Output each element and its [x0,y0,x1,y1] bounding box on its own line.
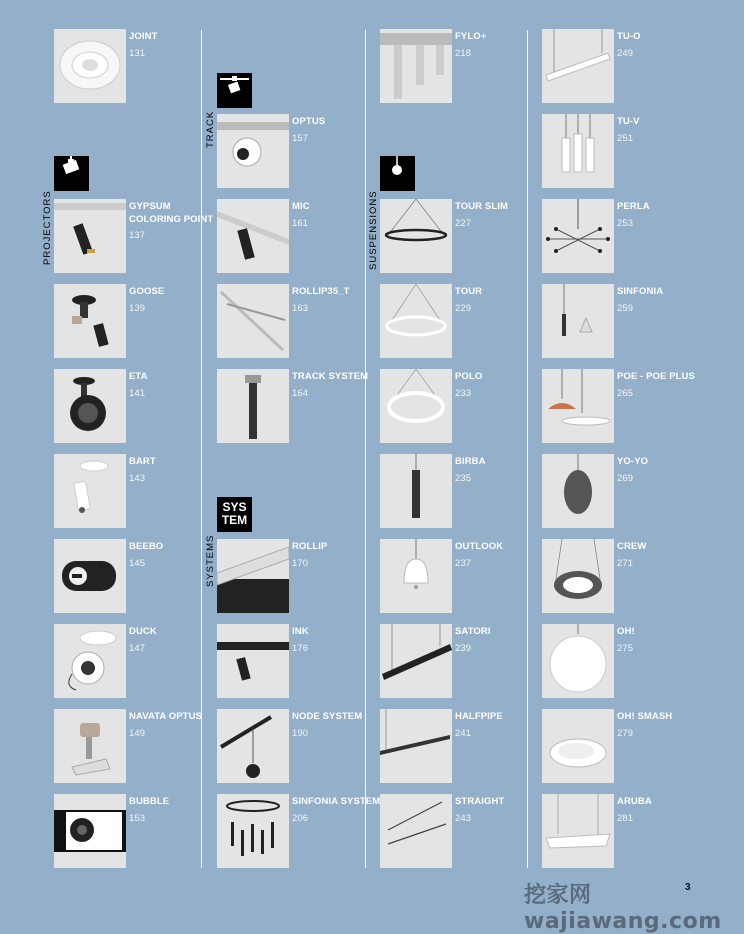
product-name: POE - POE PLUS [617,371,695,382]
product-item-halfpipe[interactable] [380,709,540,785]
product-thumbnail [217,539,289,613]
product-page: 141 [129,387,146,399]
product-name: DUCK [129,626,157,637]
product-page: 218 [455,47,472,59]
product-thumbnail [380,709,452,783]
product-page: 143 [129,472,146,484]
product-name: BIRBA [455,456,486,467]
product-page: 153 [129,812,146,824]
product-thumbnail [542,29,614,103]
suspension-category-icon [380,156,415,191]
product-name: MIC [292,201,310,212]
product-item-tour[interactable] [380,284,540,360]
product-name: ROLLIP [292,541,328,552]
product-item-duck[interactable] [54,624,214,700]
product-item-rollip[interactable] [217,539,377,615]
product-item-satori[interactable] [380,624,540,700]
product-thumbnail [542,369,614,443]
product-item-crew[interactable] [542,539,702,615]
product-name: SATORI [455,626,491,637]
product-item-polo[interactable] [380,369,540,445]
product-item-birba[interactable] [380,454,540,530]
product-item-tour-slim[interactable] [380,199,540,275]
product-thumbnail [542,114,614,188]
product-item-bart[interactable] [54,454,214,530]
product-page: 190 [292,727,309,739]
system-category-icon [217,497,252,532]
product-thumbnail [217,624,289,698]
product-item-eta[interactable] [54,369,214,445]
product-name: SINFONIA SYSTEM [292,796,381,807]
product-name: ETA [129,371,148,382]
product-item-beebo[interactable] [54,539,214,615]
product-page: 241 [455,727,472,739]
suspensions-label: SUSPENSIONS [368,190,379,270]
product-item-goose[interactable] [54,284,214,360]
product-page: 237 [455,557,472,569]
product-name: GYPSUM COLORING POINT [129,201,214,225]
product-thumbnail [542,454,614,528]
product-item-straight[interactable] [380,794,540,870]
product-thumbnail [217,114,289,188]
product-page: 229 [455,302,472,314]
product-item-aruba[interactable] [542,794,702,870]
product-page: 164 [292,387,309,399]
product-page: 137 [129,230,146,241]
product-thumbnail [380,454,452,528]
product-page: 235 [455,472,472,484]
product-name: OH! [617,626,635,637]
product-page: 239 [455,642,472,654]
product-thumbnail [380,29,452,103]
product-name: HALFPIPE [455,711,503,722]
product-name: OPTUS [292,116,326,127]
product-name: TOUR [455,286,483,297]
product-item-yo-yo[interactable] [542,454,702,530]
product-page: 265 [617,387,634,399]
product-page: 176 [292,642,309,654]
product-name: SINFONIA [617,286,664,297]
product-name: OUTLOOK [455,541,504,552]
product-thumbnail [542,709,614,783]
product-item-bubble[interactable] [54,794,214,870]
product-name: JOINT [129,31,158,42]
product-thumbnail [54,709,126,783]
product-thumbnail [54,369,126,443]
product-item-gypsum-coloring-point[interactable] [54,199,214,275]
product-page: 206 [292,812,309,824]
product-name: GOOSE [129,286,165,297]
projector-category-icon [54,156,89,191]
product-thumbnail [54,29,126,103]
projectors-label: PROJECTORS [42,190,53,265]
product-page: 243 [455,812,472,824]
product-name: TU-V [617,116,640,127]
product-thumbnail [217,709,289,783]
system-badge-line2: TEM [221,513,248,527]
product-page: 161 [292,217,309,229]
product-name: TOUR SLIM [455,201,508,212]
product-name: ARUBA [617,796,652,807]
product-thumbnail [217,199,289,273]
track-label: TRACK [205,110,216,148]
product-page: 275 [617,642,634,654]
product-item-fylo-plus[interactable] [380,29,540,105]
product-thumbnail [217,284,289,358]
product-thumbnail [380,369,452,443]
product-page: 281 [617,812,634,824]
product-item-oh-smash[interactable] [542,709,702,785]
product-page: 279 [617,727,634,739]
product-page: 149 [129,727,146,739]
product-thumbnail [380,624,452,698]
product-page: 269 [617,472,634,484]
product-thumbnail [217,794,289,868]
product-item-oh[interactable] [542,624,702,700]
product-thumbnail [54,624,126,698]
product-item-tu-o[interactable] [542,29,702,105]
product-item-tu-v[interactable] [542,114,702,190]
product-name: ROLLIP35_T [292,286,350,297]
product-name: BEEBO [129,541,164,552]
product-item-outlook[interactable] [380,539,540,615]
product-name: FYLO+ [455,31,487,42]
product-thumbnail [54,284,126,358]
product-item-navata-optus[interactable] [54,709,214,785]
product-name: NODE SYSTEM [292,711,363,722]
product-item-node-system[interactable] [217,709,377,785]
product-thumbnail [380,539,452,613]
product-thumbnail [54,794,126,868]
page-number: 3 [685,882,691,893]
product-page: 147 [129,642,146,654]
product-thumbnail [380,199,452,273]
product-item-track-system[interactable] [217,369,377,445]
product-item-optus[interactable] [217,114,377,190]
system-badge-line1: SYS [222,500,247,514]
watermark: 挖家网 wajiawang.com [524,883,722,934]
product-name: TU-O [617,31,641,42]
product-name: TRACK SYSTEM [292,371,369,382]
product-item-sinfonia[interactable] [542,284,702,360]
product-page: 227 [455,217,472,229]
product-name: BART [129,456,156,467]
product-item-rollip35-t[interactable] [217,284,377,360]
product-thumbnail [217,369,289,443]
product-name: INK [292,626,309,637]
systems-label: SYSTEMS [205,534,216,587]
product-thumbnail [380,794,452,868]
product-page: 251 [617,132,634,144]
product-thumbnail [54,199,126,273]
product-page: 157 [292,132,309,144]
product-item-ink[interactable] [217,624,377,700]
product-thumbnail [54,539,126,613]
product-page: 139 [129,302,146,314]
product-thumbnail [542,624,614,698]
product-name: OH! SMASH [617,711,673,722]
product-thumbnail [542,539,614,613]
product-name: PERLA [617,201,650,212]
product-page: 233 [455,387,472,399]
product-name: YO-YO [617,456,649,467]
track-category-icon [217,73,252,108]
product-item-joint[interactable] [54,29,214,105]
product-item-mic[interactable] [217,199,377,275]
product-thumbnail [542,199,614,273]
product-page: 253 [617,217,634,229]
product-page: 131 [129,47,146,59]
product-name: NAVATA OPTUS [129,711,202,722]
product-page: 170 [292,557,309,569]
product-page: 249 [617,47,634,59]
product-thumbnail [542,284,614,358]
product-page: 163 [292,302,309,314]
product-name: STRAIGHT [455,796,505,807]
product-name: BUBBLE [129,796,170,807]
product-item-poe-poe-plus[interactable] [542,369,702,445]
product-name: CREW [617,541,647,552]
product-page: 259 [617,302,634,314]
product-item-sinfonia-system[interactable] [217,794,381,870]
product-page: 271 [617,557,634,569]
product-thumbnail [380,284,452,358]
product-thumbnail [54,454,126,528]
product-page: 145 [129,557,146,569]
product-thumbnail [542,794,614,868]
product-item-perla[interactable] [542,199,702,275]
product-name: POLO [455,371,483,382]
